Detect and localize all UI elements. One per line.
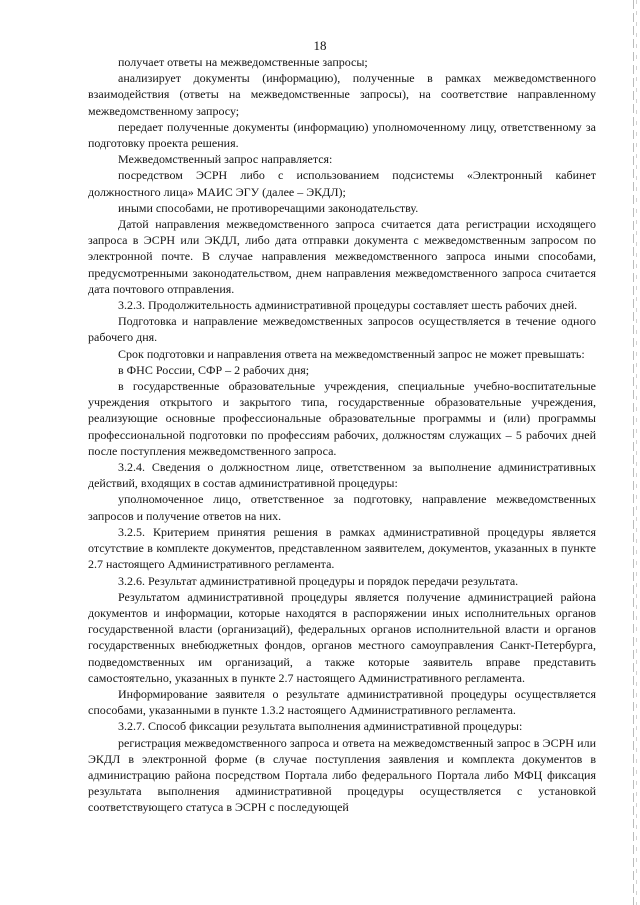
paragraph: 3.2.6. Результат административной процедуры и порядок передачи результата. <box>118 573 519 588</box>
paragraph: в государственные образовательные учреждения, специальные учебно-воспитательные учреждения открытого и закрытого типа, государственные образовательные учреждения, реализующие основные профессиональные образовательные программы и (или) программы профессиональной подготовки по профессиям рабочих, должностям служащих – 5 рабочих дней после поступления межведомственного запроса. <box>88 379 596 458</box>
paragraph: в ФНС России, СФР – 2 рабочих дня; <box>118 362 310 377</box>
paragraph: иными способами, не противоречащими законодательству. <box>118 200 419 215</box>
paragraph: Срок подготовки и направления ответа на межведомственный запрос не может превышать: <box>118 346 585 361</box>
scan-edge-artifact <box>636 0 637 905</box>
scan-edge-artifact <box>633 0 634 905</box>
paragraph: регистрация межведомственного запроса и ответа на межведомственный запрос в ЭСРН или ЭКДЛ в электронной форме (в случае поступления заявления и комплекта документов в администрацию района посредством Портала либо федерального Портала либо МФЦ фиксация результата выполнения административной процедуры осуществляется с установкой соответствующего статуса в ЭСРН с последующей <box>88 735 596 815</box>
paragraph: Результатом административной процедуры является получение администрацией района документов и информации, которые находятся в распоряжении иных исполнительных органов государственной власти (организаций), федеральных органов исполнительной власти и органов государственных внебюджетных фондов, органов местного самоуправления Санкт-Петербурга, подведомственных им организаций, а также которые заявитель вправе представить самостоятельно, указанных в пункте 2.7 настоящего Административного регламента. <box>88 589 596 685</box>
paragraph: передает полученные документы (информацию) уполномоченному лицу, ответственному за подготовку проекта решения. <box>88 119 596 151</box>
paragraph: 3.2.7. Способ фиксации результата выполнения административной процедуры: <box>118 719 523 734</box>
paragraph: уполномоченное лицо, ответственное за подготовку, направление межведомственных запросов и получение ответов на них. <box>88 492 596 523</box>
paragraph: посредством ЭСРН либо с использованием подсистемы «Электронный кабинет должностного лица» МАИС ЭГУ (далее – ЭКДЛ); <box>88 168 596 199</box>
paragraph: получает ответы на межведомственные запросы; <box>118 55 368 69</box>
document-body <box>88 54 596 816</box>
page-number: 18 <box>313 38 327 53</box>
paragraph: 3.2.5. Критерием принятия решения в рамках административной процедуры является отсутствие в комплекте документов, представленном заявителем, документов, указанных в пункте 2.7 настоящего Административного регламента. <box>88 524 596 572</box>
paragraph: Подготовка и направление межведомственных запросов осуществляется в течение одного рабочего дня. <box>88 314 596 345</box>
paragraph: анализирует документы (информацию), полученные в рамках межведомственного взаимодействия (ответы на межведомственные запросы), на соответствие направленному межведомственному запросу; <box>88 71 596 118</box>
paragraph: Датой направления межведомственного запроса считается дата регистрации исходящего запроса в ЭСРН или ЭКДЛ, либо дата отправки документа с межведомственным запросом по электронной почте. В случае направления межведомственного запроса иными способами, предусмотренными законодательством, днем направления межведомственного запроса считается дата почтового отправления. <box>88 217 596 296</box>
paragraph: Информирование заявителя о результате административной процедуры осуществляется способами, указанными в пункте 1.3.2 настоящего Административного регламента. <box>88 686 596 718</box>
paragraph: 3.2.3. Продолжительность административной процедуры составляет шесть рабочих дней. <box>118 298 578 313</box>
paragraph: Межведомственный запрос направляется: <box>118 152 333 167</box>
paragraph: 3.2.4. Сведения о должностном лице, ответственном за выполнение административных действий, входящих в состав административной процедуры: <box>88 460 596 491</box>
